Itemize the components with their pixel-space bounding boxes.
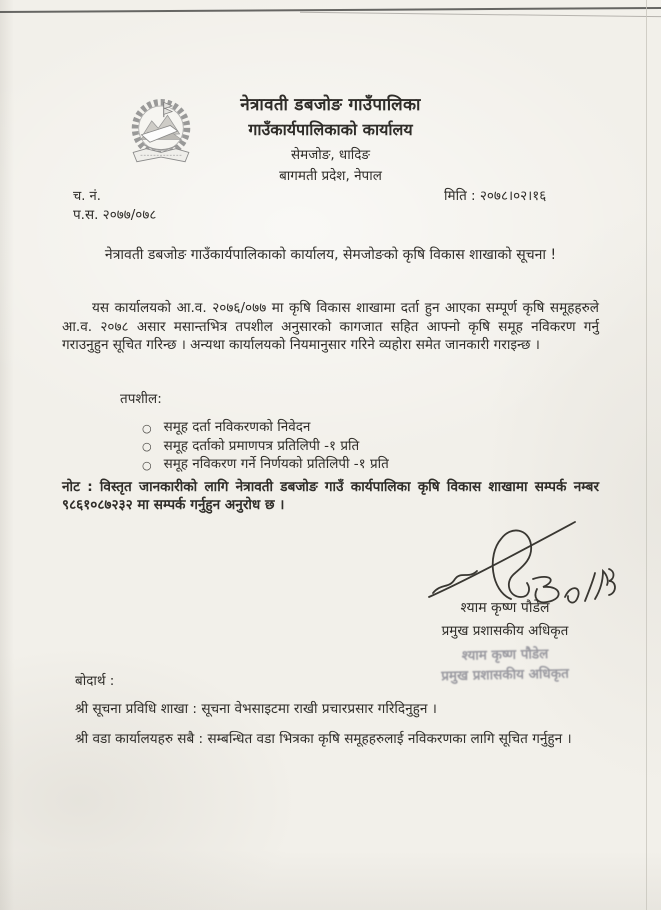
- cc-item: श्री वडा कार्यालयहरु सबै : सम्बन्धित वडा भित्रका कृषि समूहहरुलाई नविकरणका लागि सूचित गर्नुहुन ।: [75, 731, 572, 747]
- list-item-text: समूह नविकरण गर्ने निर्णयको प्रतिलिपी -१ प्रति: [163, 456, 389, 472]
- cc-heading: बोदार्थ :: [75, 673, 115, 689]
- letterhead: [0, 92, 661, 184]
- stamp-name: श्याम कृष्ण पौडेल: [461, 646, 549, 664]
- office-name: गाउँकार्यपालिकाको कार्यालय: [248, 120, 413, 139]
- ref-number-label: च. नं.: [73, 189, 101, 204]
- signatory-title: प्रमुख प्रशासकीय अधिकृत: [441, 623, 569, 639]
- letter-date: मिति : २०७८।०२।१६: [444, 188, 547, 204]
- details-heading: तपशील:: [120, 391, 162, 407]
- list-item: [142, 418, 389, 437]
- municipality-name: नेत्रावती डबजोङ गाउँपालिका: [240, 95, 421, 115]
- dispatch-number: प.स. २०७७/०७८: [73, 207, 157, 223]
- body-paragraph: यस कार्यालयको आ.व. २०७६/०७७ मा कृषि विकास शाखामा दर्ता हुन आएका सम्पूर्ण कृषि समूहहरुले आ.व. २०७८ असार मसान्तभित्र तपशील अनुसारको कागजात सहित आफ्नो कृषि समूह नविकरण गर्नु गराउनुहुन सूचित गरिन्छ । अन्यथा कार्यालयको नियमानुसार गरिने व्यहोरा समेत जानकारी गराइन्छ ।: [62, 300, 599, 354]
- scan-artifact-line: [300, 12, 661, 17]
- office-address: सेमजोङ, धादिङ: [291, 147, 370, 163]
- signatory-name: श्याम कृष्ण पौडेल: [460, 600, 550, 616]
- list-item-text: समूह दर्ताको प्रमाणपत्र प्रतिलिपी -१ प्रति: [163, 437, 360, 454]
- subject-line: नेत्रावती डबजोङ गाउँकार्यपालिकाको कार्यालय, सेमजोङको कृषि विकास शाखाको सूचना !: [104, 247, 557, 263]
- list-item-text: समूह दर्ता नविकरणको निवेदन: [163, 419, 311, 435]
- signature-scribble: [424, 517, 616, 609]
- circle-bullet-icon: ○: [142, 440, 152, 453]
- list-item: [142, 437, 389, 456]
- stamp-title: प्रमुख प्रशासकीय अधिकृत: [441, 665, 569, 685]
- list-item: [142, 455, 389, 474]
- circle-bullet-icon: ○: [142, 421, 152, 435]
- note-paragraph: नोट : विस्तृत जानकारीको लागि नेत्रावती डबजोङ गाउँ कार्यपालिका कृषि विकास शाखामा सम्पर्क नम्बर ९८६१०८७२३२ मा सम्पर्क गर्नुहुन अनुरोध छ ।: [62, 479, 599, 513]
- signature-block: [400, 598, 610, 683]
- details-list: [142, 418, 389, 474]
- circle-bullet-icon: ○: [142, 458, 152, 472]
- province-line: बागमती प्रदेश, नेपाल: [279, 168, 382, 184]
- cc-item: श्री सूचना प्रविधि शाखा : सूचना वेभसाइटमा राखी प्रचारप्रसार गरिदिनुहुन ।: [75, 701, 437, 717]
